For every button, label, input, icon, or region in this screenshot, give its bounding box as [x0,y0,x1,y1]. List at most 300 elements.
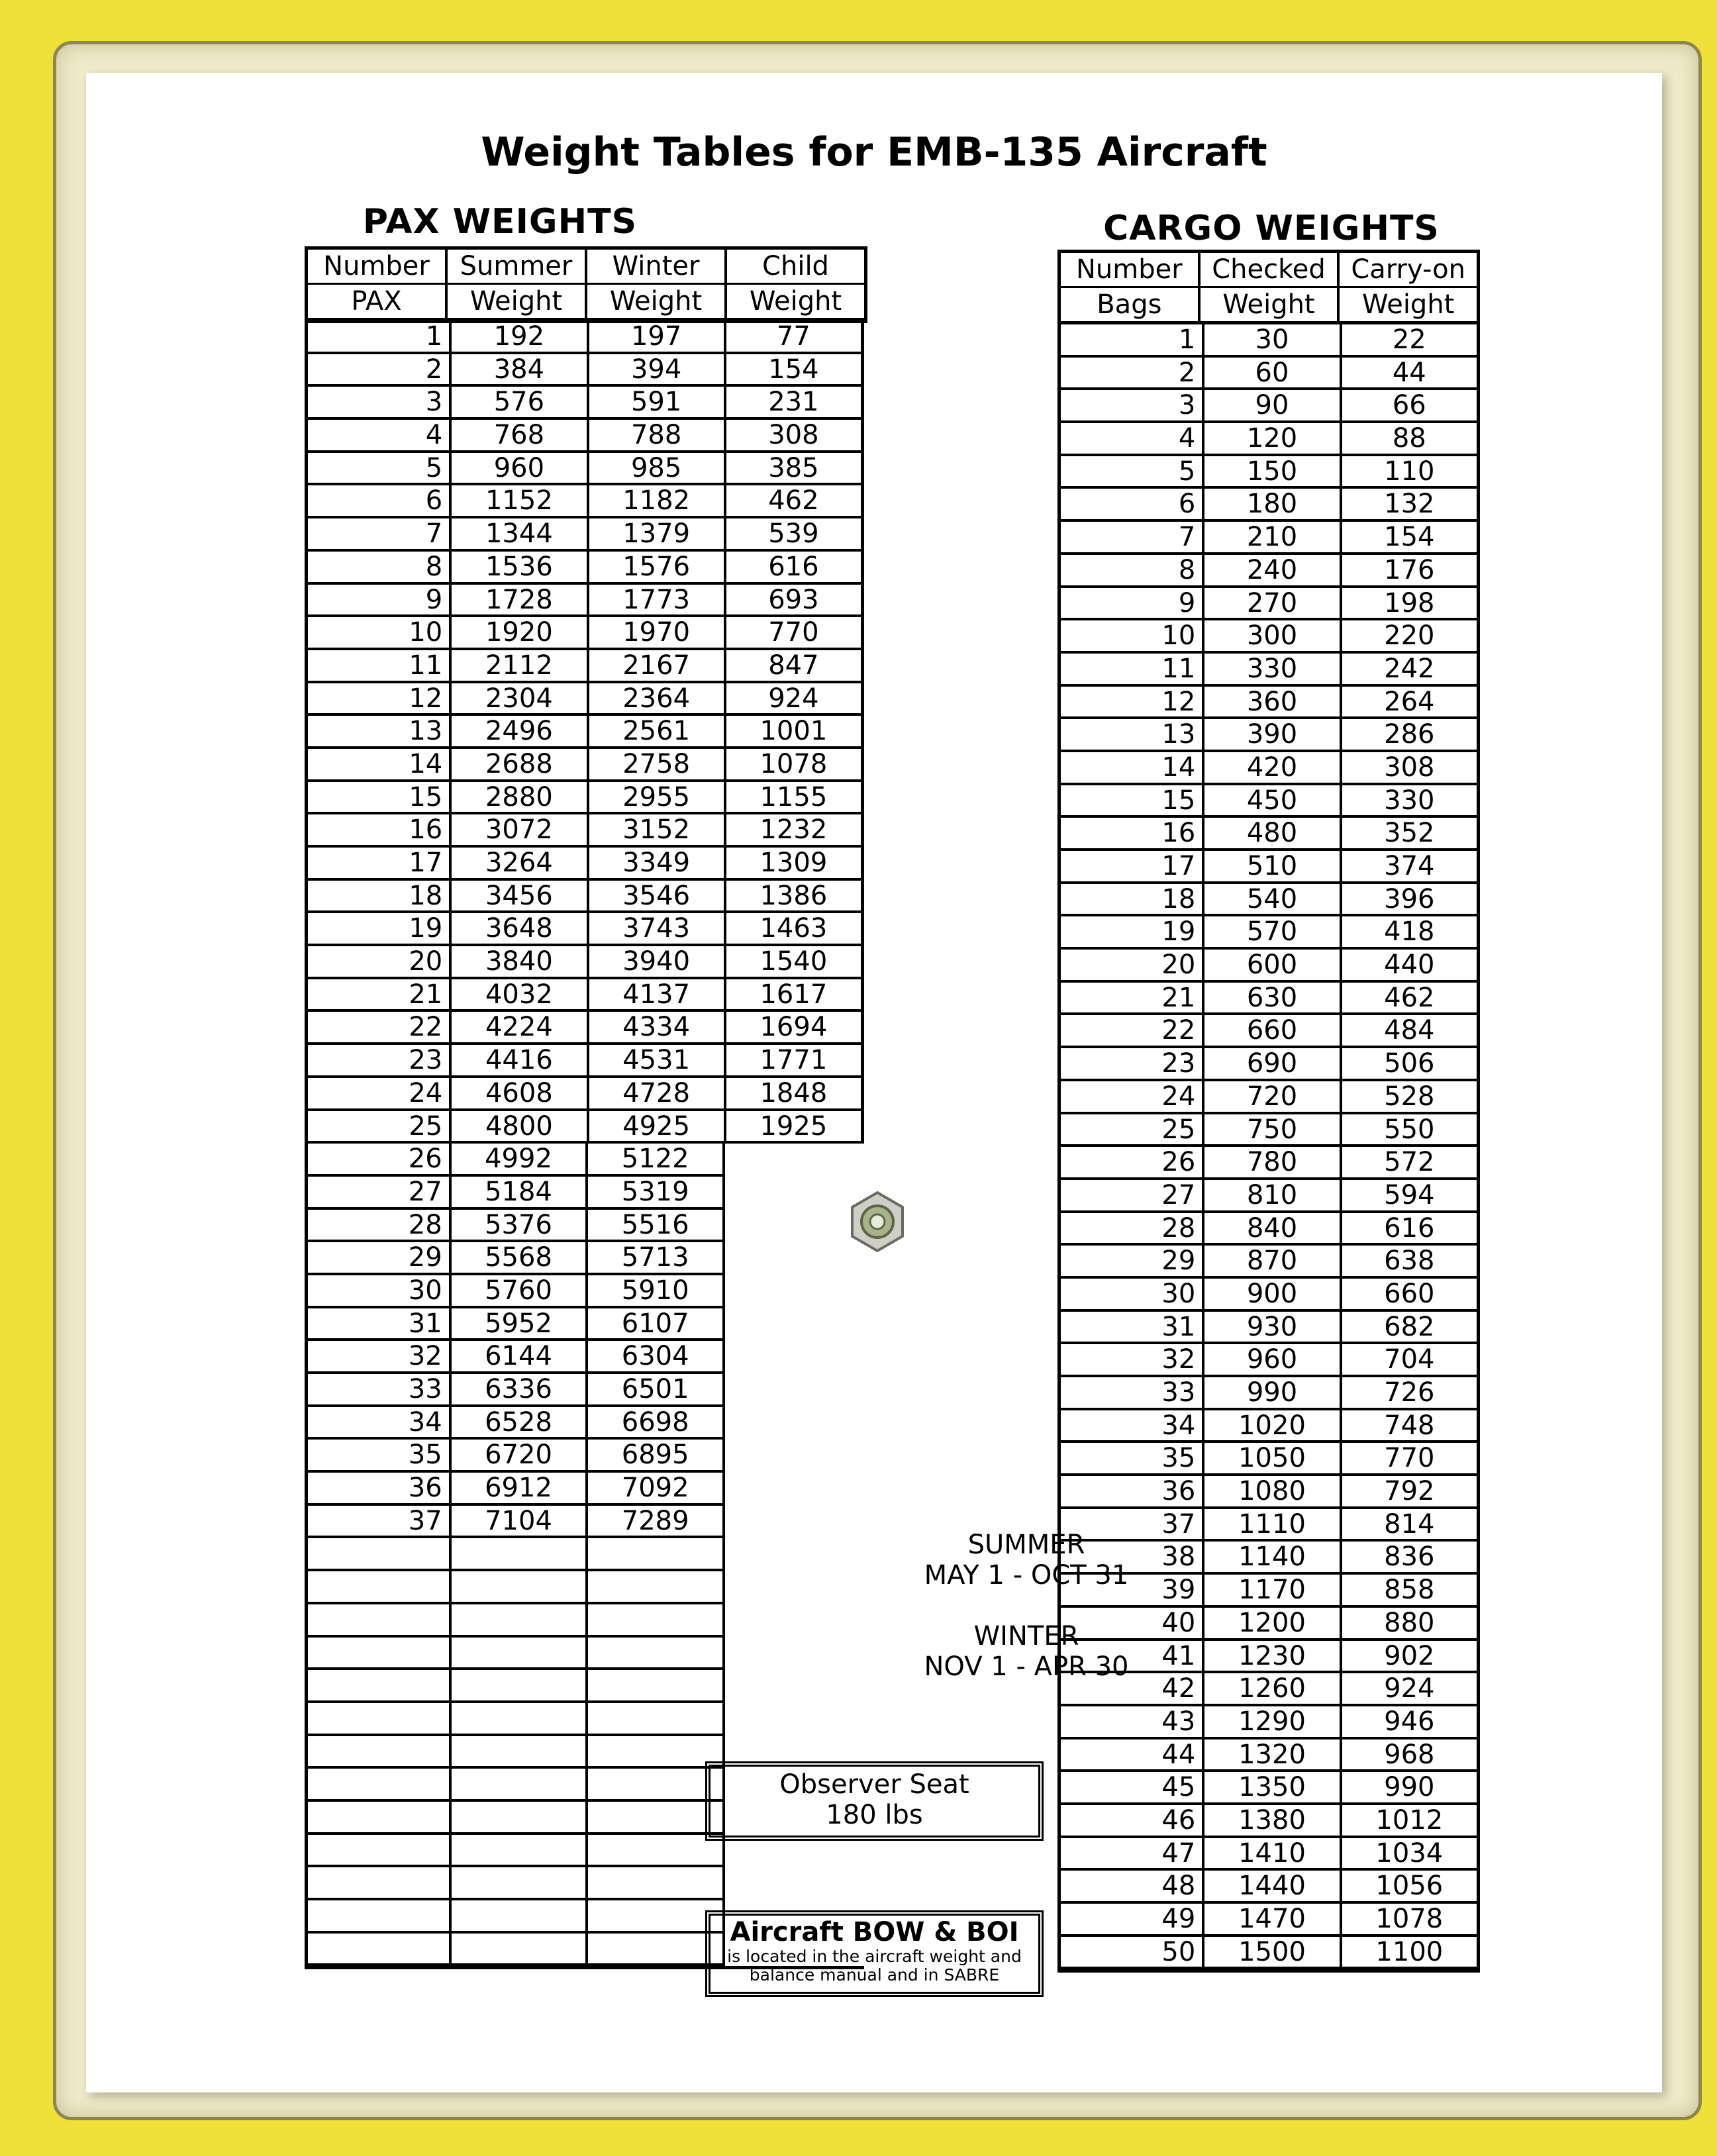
cargo-cell: 330 [1384,785,1435,816]
cargo-cell: 780 [1204,1147,1342,1177]
cargo-cell: 154 [1384,522,1435,553]
pax-cell [308,1670,452,1700]
cargo-cell: 31 [1061,1312,1204,1342]
cargo-cell: 360 [1204,687,1342,717]
pax-cell [308,1867,452,1898]
pax-table-row [308,782,864,815]
cargo-header-carryon-sub: Weight [1362,289,1455,320]
pax-cell: 1576 [589,552,726,582]
pax-table-row [308,387,864,420]
cargo-table-row [1061,884,1477,917]
pax-cell: 788 [589,420,726,450]
cargo-table-title: CARGO WEIGHTS [1103,209,1440,248]
pax-cell [308,1934,452,1964]
cargo-cell: 600 [1204,950,1342,980]
cargo-cell: 264 [1384,686,1435,717]
pax-table-row [308,881,864,914]
cargo-cell: 480 [1204,818,1342,848]
cargo-cell: 44 [1392,357,1426,388]
cargo-cell: 1080 [1204,1476,1342,1506]
pax-cell: 2304 [452,683,589,714]
pax-cell: 3648 [452,913,589,944]
pax-cell: 37 [308,1506,452,1536]
pax-header-summer-sub: Weight [448,285,587,318]
cargo-cell: 900 [1204,1279,1342,1309]
cargo-cell: 616 [1384,1212,1435,1244]
pax-cell: 1152 [452,485,589,516]
pax-table-row [308,1374,725,1407]
cargo-cell: 40 [1061,1608,1204,1638]
pax-cell: 1536 [452,552,589,582]
cargo-table-row [1061,1213,1477,1246]
cargo-cell: 870 [1204,1246,1342,1276]
cargo-cell: 26 [1061,1147,1204,1177]
pax-header-number: Number [308,250,448,283]
cargo-table-row [1061,1871,1477,1904]
cargo-table-row [1061,1147,1477,1180]
cargo-cell: 1056 [1375,1871,1444,1902]
cargo-cell: 33 [1061,1377,1204,1408]
pax-table-row [308,1900,725,1934]
cargo-cell: 66 [1392,390,1426,421]
cargo-cell: 704 [1384,1344,1435,1375]
cargo-cell: 550 [1384,1114,1435,1145]
pax-cell: 1155 [760,781,828,812]
cargo-cell: 27 [1061,1180,1204,1210]
pax-cell: 5122 [588,1144,725,1174]
cargo-header-checked: Checked [1201,253,1340,286]
cargo-cell: 330 [1204,654,1342,684]
pax-cell: 384 [452,354,589,385]
cargo-cell: 22 [1392,324,1426,355]
pax-cell: 19 [308,913,452,944]
pax-cell: 34 [308,1407,452,1438]
pax-table-row [308,716,864,749]
cargo-cell: 924 [1384,1673,1435,1704]
pax-cell: 6895 [588,1440,725,1470]
summer-dates: MAY 1 - OCT 31 [924,1560,1129,1591]
pax-cell: 768 [452,420,589,450]
pax-table-row [308,453,864,486]
cargo-cell: 7 [1061,522,1204,552]
cargo-cell: 5 [1061,456,1204,487]
pax-cell: 20 [308,946,452,977]
pax-cell [588,1538,725,1569]
cargo-table-body [1057,321,1480,1973]
pax-table-row [308,848,864,881]
cargo-cell: 1230 [1204,1641,1342,1671]
cargo-table-row [1061,1015,1477,1048]
pax-cell: 4416 [452,1045,589,1075]
pax-cell: 29 [308,1242,452,1273]
pax-cell: 1344 [452,518,589,549]
cargo-table-row [1061,1114,1477,1148]
pax-cell: 4531 [589,1045,726,1075]
cargo-table-row [1061,620,1477,654]
cargo-cell: 990 [1384,1772,1435,1803]
cargo-cell: 420 [1204,752,1342,783]
cargo-header-number-sub: Bags [1061,288,1201,321]
cargo-cell: 682 [1384,1311,1435,1342]
pax-cell: 5516 [588,1210,725,1240]
cargo-cell: 1110 [1204,1509,1342,1540]
cargo-cell: 46 [1061,1805,1204,1836]
cargo-cell: 10 [1061,620,1204,651]
cargo-table-row [1061,654,1477,687]
pax-table-row [308,1012,864,1045]
cargo-table-row [1061,1246,1477,1279]
pax-table-row [308,1111,864,1144]
cargo-cell: 540 [1204,884,1342,914]
pax-table-row [308,1802,725,1835]
cargo-cell: 22 [1061,1015,1204,1046]
observer-weight: 180 lbs [826,1800,923,1830]
cargo-table-row [1061,555,1477,588]
pax-cell: 7289 [588,1506,725,1536]
pax-cell: 5760 [452,1275,589,1306]
pax-table-row [308,650,864,683]
cargo-cell: 150 [1204,456,1342,487]
cargo-cell: 570 [1204,916,1342,947]
bow-title: Aircraft BOW & BOI [730,1917,1019,1947]
pax-cell: 1078 [760,748,828,779]
pax-cell: 231 [768,387,819,418]
cargo-cell: 300 [1204,620,1342,651]
pax-cell [308,1638,452,1668]
pax-table-row [308,1571,725,1604]
pax-cell: 1232 [760,814,828,846]
bow-boi-box [705,1910,1044,1997]
cargo-cell: 3 [1061,390,1204,420]
pax-cell: 7104 [452,1506,589,1536]
pax-cell: 6501 [588,1374,725,1404]
pax-cell [588,1867,725,1898]
cargo-cell: 50 [1061,1937,1204,1967]
pax-cell: 28 [308,1210,452,1240]
pax-cell: 10 [308,617,452,648]
pax-cell [588,1900,725,1931]
cargo-cell: 990 [1204,1377,1342,1408]
cargo-cell: 750 [1204,1114,1342,1145]
pax-table-row [308,913,864,946]
pax-cell: 1463 [760,913,828,944]
pax-table-row [308,354,864,387]
cargo-cell: 1440 [1204,1871,1342,1901]
cargo-cell: 1350 [1204,1772,1342,1802]
pax-table-row [308,1308,725,1342]
pax-cell: 6107 [588,1308,725,1339]
pax-cell: 7 [308,518,452,549]
pax-cell: 3456 [452,881,589,911]
pax-table-row [308,1407,725,1440]
cargo-cell: 18 [1061,884,1204,914]
cargo-cell: 210 [1204,522,1342,552]
pax-cell [452,1769,589,1799]
cargo-cell: 1078 [1375,1904,1444,1934]
cargo-cell: 21 [1061,983,1204,1013]
pax-table-row [308,1210,725,1243]
cargo-cell: 2 [1061,358,1204,388]
pax-cell [308,1769,452,1799]
pax-header-winter-sub: Weight [587,285,727,318]
pax-cell: 13 [308,716,452,746]
cargo-table-row [1061,1772,1477,1805]
cargo-cell: 1050 [1204,1443,1342,1473]
cargo-cell: 814 [1384,1508,1435,1540]
pax-cell: 3 [308,387,452,417]
pax-cell [452,1638,589,1668]
cargo-cell: 286 [1384,719,1435,750]
pax-cell: 924 [768,683,819,714]
pax-cell: 693 [768,584,819,615]
pax-cell: 27 [308,1177,452,1207]
pax-cell: 6698 [588,1407,725,1438]
cargo-cell: 858 [1384,1575,1435,1606]
pax-cell: 192 [452,321,589,352]
cargo-table-row [1061,1048,1477,1081]
pax-cell [452,1604,589,1635]
pax-cell: 26 [308,1144,452,1174]
cargo-cell: 41 [1061,1641,1204,1671]
cargo-table-row [1061,423,1477,456]
pax-cell: 4032 [452,979,589,1010]
pax-cell: 3072 [452,814,589,845]
cargo-table-row [1061,358,1477,391]
pax-cell: 2561 [589,716,726,746]
pax-cell: 847 [768,650,819,681]
pax-cell: 1970 [589,617,726,648]
pax-cell [308,1604,452,1635]
pax-cell: 35 [308,1440,452,1470]
cargo-cell: 90 [1204,390,1342,420]
pax-table-header [305,246,867,323]
pax-cell: 1379 [589,518,726,549]
cargo-cell: 720 [1204,1081,1342,1112]
pax-cell: 308 [768,420,819,451]
pax-cell: 154 [768,354,819,385]
pax-table-row [308,1473,725,1506]
pax-cell [588,1769,725,1799]
pax-cell: 385 [768,452,819,483]
pax-cell: 1309 [760,848,828,878]
cargo-cell: 4 [1061,423,1204,454]
cargo-cell: 48 [1061,1871,1204,1901]
pax-cell: 9 [308,585,452,615]
pax-cell: 2167 [589,650,726,681]
cargo-cell: 390 [1204,719,1342,750]
pax-cell: 12 [308,683,452,714]
pax-table-row [308,946,864,979]
pax-cell: 4137 [589,979,726,1010]
cargo-cell: 20 [1061,950,1204,980]
pax-cell: 1386 [760,880,828,911]
cargo-cell: 88 [1392,423,1426,454]
cargo-cell: 1380 [1204,1805,1342,1836]
cargo-table-row [1061,983,1477,1016]
pax-cell: 4224 [452,1012,589,1042]
cargo-cell: 12 [1061,687,1204,717]
pax-cell: 3743 [589,913,726,944]
pax-cell: 2 [308,354,452,385]
pax-cell: 2758 [589,749,726,779]
pax-cell: 2688 [452,749,589,779]
pax-table-row [308,617,864,650]
cargo-cell: 462 [1384,982,1435,1013]
pax-cell: 1 [308,321,452,352]
cargo-cell: 220 [1384,620,1435,652]
cargo-cell: 1170 [1204,1575,1342,1605]
pax-cell: 22 [308,1012,452,1042]
cargo-cell: 594 [1384,1179,1435,1210]
bow-note-line1: is located in the aircraft weight and [727,1947,1022,1966]
cargo-cell: 32 [1061,1344,1204,1375]
cargo-cell: 13 [1061,719,1204,750]
pax-table-row [308,321,864,354]
cargo-table-row [1061,456,1477,489]
pax-table-row [308,1078,864,1111]
pax-cell: 31 [308,1308,452,1339]
pax-cell: 3840 [452,946,589,977]
cargo-cell: 49 [1061,1904,1204,1934]
pax-table-row [308,749,864,782]
pax-cell: 6144 [452,1341,589,1371]
cargo-table-row [1061,1443,1477,1476]
cargo-cell: 1260 [1204,1673,1342,1704]
pax-cell: 770 [768,617,819,648]
cargo-cell: 968 [1384,1739,1435,1770]
cargo-cell: 25 [1061,1114,1204,1145]
pax-cell: 33 [308,1374,452,1404]
summer-label: SUMMER [967,1530,1085,1560]
cargo-cell: 38 [1061,1542,1204,1572]
cargo-cell: 510 [1204,851,1342,881]
pax-cell: 394 [589,354,726,385]
cargo-table-row [1061,1476,1477,1509]
cargo-table-row [1061,1377,1477,1410]
cargo-cell: 176 [1384,554,1435,585]
pax-cell: 1182 [589,485,726,516]
pax-cell: 1728 [452,585,589,615]
pax-cell: 5184 [452,1177,589,1207]
pax-cell: 1617 [760,979,828,1010]
cargo-table-row [1061,719,1477,752]
cargo-cell: 880 [1384,1607,1435,1638]
cargo-cell: 1200 [1204,1608,1342,1638]
cargo-table-row [1061,752,1477,785]
cargo-cell: 930 [1204,1312,1342,1342]
cargo-cell: 180 [1204,489,1342,519]
pax-table-title: PAX WEIGHTS [362,202,638,242]
pax-cell: 1925 [760,1110,828,1142]
cargo-cell: 1 [1061,324,1204,355]
cargo-cell: 902 [1384,1640,1435,1671]
pax-cell: 6912 [452,1473,589,1503]
cargo-cell: 17 [1061,851,1204,881]
cargo-cell: 16 [1061,818,1204,848]
pax-cell [588,1835,725,1865]
cargo-cell: 37 [1061,1509,1204,1540]
pax-cell: 1540 [760,946,828,977]
cargo-cell: 374 [1384,851,1435,881]
pax-cell: 1694 [760,1012,828,1043]
pax-table-row [308,1670,725,1703]
pax-cell: 16 [308,814,452,845]
cargo-table-row [1061,1740,1477,1773]
cargo-cell: 43 [1061,1706,1204,1737]
cargo-cell: 34 [1061,1410,1204,1441]
pax-cell: 4608 [452,1078,589,1108]
pax-table-body [305,318,864,1969]
pax-cell [308,1835,452,1865]
cargo-cell: 418 [1384,916,1435,948]
pax-table-row [308,552,864,585]
cargo-cell: 726 [1384,1377,1435,1408]
pax-table-row [308,1604,725,1638]
cargo-cell: 960 [1204,1344,1342,1375]
pax-cell [588,1571,725,1602]
cargo-cell: 44 [1061,1740,1204,1770]
pax-table-row [308,518,864,552]
cargo-cell: 840 [1204,1213,1342,1244]
cargo-cell: 1320 [1204,1740,1342,1770]
cargo-table-row [1061,390,1477,423]
pax-cell: 3349 [589,848,726,878]
pax-cell [452,1670,589,1700]
pax-table-row [308,1341,725,1374]
pax-cell [308,1538,452,1569]
cargo-table-row [1061,324,1477,358]
pax-cell: 32 [308,1341,452,1371]
cargo-cell: 946 [1384,1706,1435,1737]
cargo-cell: 29 [1061,1246,1204,1276]
pax-header-summer: Summer [448,250,587,283]
cargo-cell: 8 [1061,555,1204,585]
cargo-cell: 1020 [1204,1410,1342,1441]
pax-cell: 3152 [589,814,726,845]
cargo-cell: 1100 [1375,1936,1444,1967]
cargo-cell: 45 [1061,1772,1204,1802]
cargo-cell: 506 [1384,1048,1435,1079]
weight-table-card [86,73,1662,2092]
pax-cell: 3940 [589,946,726,977]
pax-cell: 3546 [589,881,726,911]
cargo-table-row [1061,1081,1477,1114]
cargo-table-row [1061,785,1477,818]
pax-table-row [308,1835,725,1868]
winter-dates: NOV 1 - APR 30 [924,1651,1129,1682]
cargo-cell: 308 [1384,752,1435,783]
pax-table-row [308,1867,725,1900]
pax-cell: 8 [308,552,452,582]
cargo-cell: 1012 [1375,1804,1444,1836]
pax-table-row [308,1275,725,1308]
cargo-cell: 630 [1204,983,1342,1013]
pax-cell [452,1835,589,1865]
pax-cell [452,1867,589,1898]
pax-header-child-sub: Weight [749,286,842,317]
pax-table-row [308,979,864,1012]
cargo-table-row [1061,1410,1477,1444]
pax-cell: 5319 [588,1177,725,1207]
pax-table-row [308,1538,725,1571]
cargo-cell: 748 [1384,1410,1435,1441]
winter-label: WINTER [973,1621,1079,1651]
pax-cell: 5952 [452,1308,589,1339]
cargo-cell: 770 [1384,1443,1435,1474]
season-dates [861,1530,1192,1682]
observer-seat-box [705,1761,1044,1841]
cargo-cell: 1290 [1204,1706,1342,1737]
